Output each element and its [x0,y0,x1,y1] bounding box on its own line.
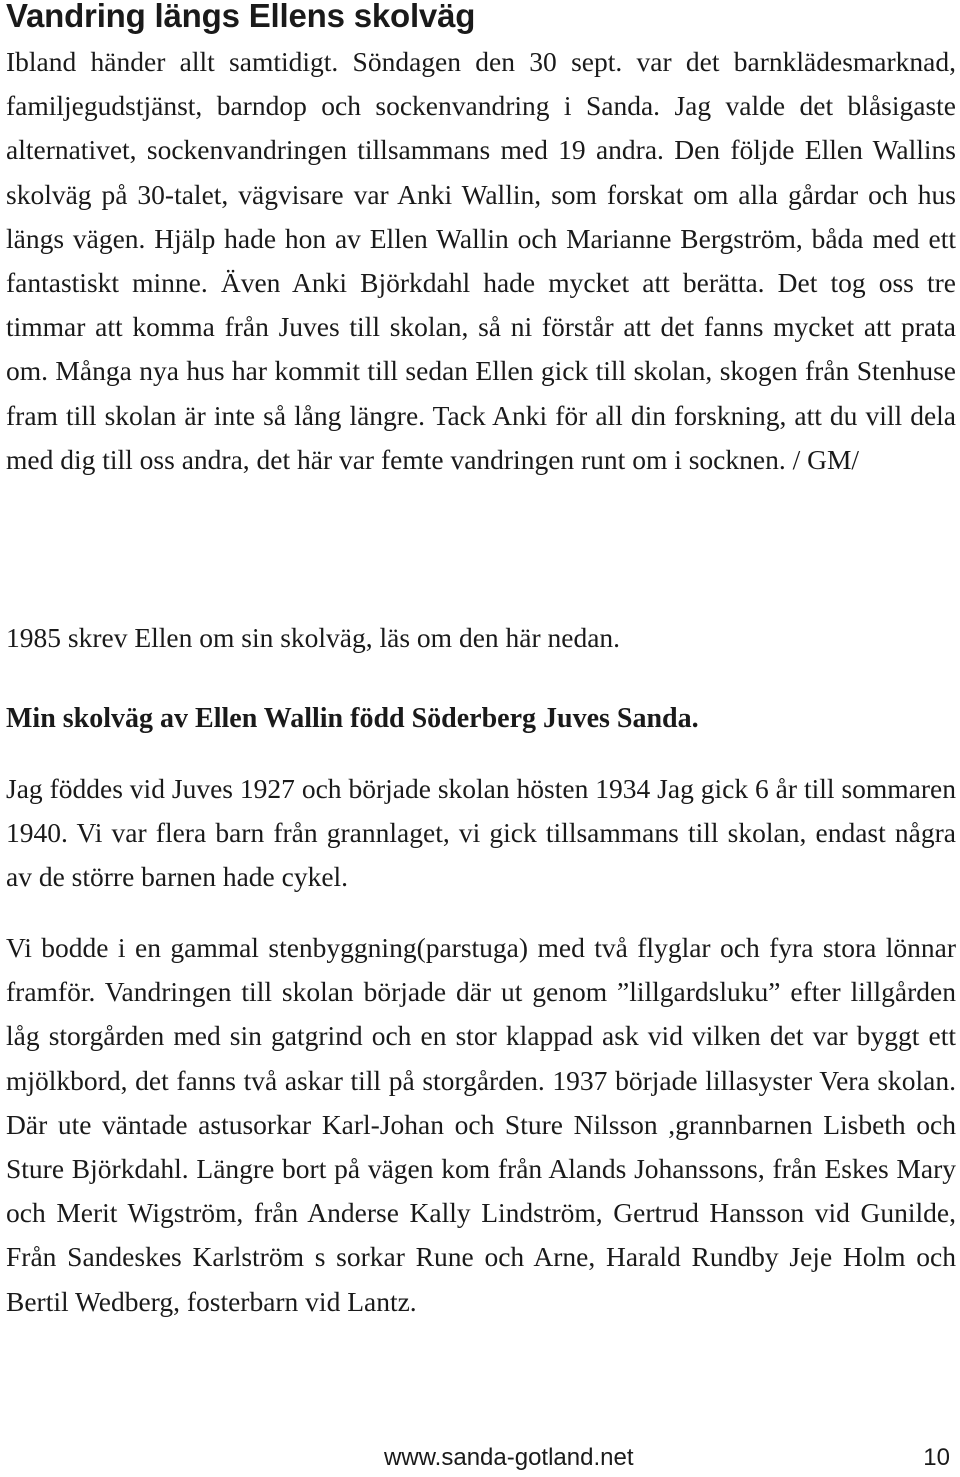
article-note: 1985 skrev Ellen om sin skolväg, läs om den här nedan. [6,622,621,653]
article-intro-paragraph: Ibland händer allt samtidigt. Söndagen den 30 sept. var det barnklädesmarknad, familjegudstjänst, barndop och sockenvandring i Sanda. Jag valde det blåsigaste alternativet, sockenvandringen tillsammans med 19 andra. Den följde Ellen Wallins skolväg på 30-talet, vägvisare var Anki Wallin, som forskat om alla gårdar och hus längs vägen. Hjälp hade hon av Ellen Wallin och Marianne Bergström, båda med ett fantastiskt minne. Även Anki Björkdahl hade mycket att berätta. Det tog oss tre timmar att komma från Juves till skolan, så ni förstår att det fanns mycket att prata om. Många nya hus har kommit till sedan Ellen gick till skolan, skogen från Stenhuse fram till skolan är inte så lång längre. Tack Anki för all din forskning, att du vill dela med dig till oss andra, det här var femte vandringen runt om i socknen. / GM/ [6,46,956,475]
article-title: Vandring längs Ellens skolväg [6,0,476,34]
memoir-title: Min skolväg av Ellen Wallin född Söderberg Juves Sanda. [6,703,699,734]
memoir-paragraph-1: Jag föddes vid Juves 1927 och började skolan hösten 1934 Jag gick 6 år till sommaren 1940. Vi var flera barn från grannlaget, vi gick tillsammans till skolan, endast några av de större barnen hade cykel. [6,773,956,893]
footer-website: www.sanda-gotland.net [384,1444,634,1471]
memoir-paragraph-2: Vi bodde i en gammal stenbyggning(parstuga) med två flyglar och fyra stora lönnar framför. Vandringen till skolan började där ut genom ”lillgardsluku” efter lillgården låg storgården med sin gatgrind och en stor klappad ask vid vilken det var byggt ett mjölkbord, det fanns två askar till på storgården. 1937 började lillasyster Vera skolan. Där ute väntade astusorkar Karl-Johan och Sture Nilsson ,grannbarnen Lisbeth och Sture Björkdahl. Längre bort på vägen kom från Alands Johanssons, från Eskes Mary och Merit Wigström, från Anderse Kally Lindström, Gertrud Hansson vid Gunilde, Från Sandeskes Karlström s sorkar Rune och Arne, Harald Rundby Jeje Holm och Bertil Wedberg, fosterbarn vid Lantz. [6,932,956,1317]
page-number: 10 [923,1444,950,1471]
